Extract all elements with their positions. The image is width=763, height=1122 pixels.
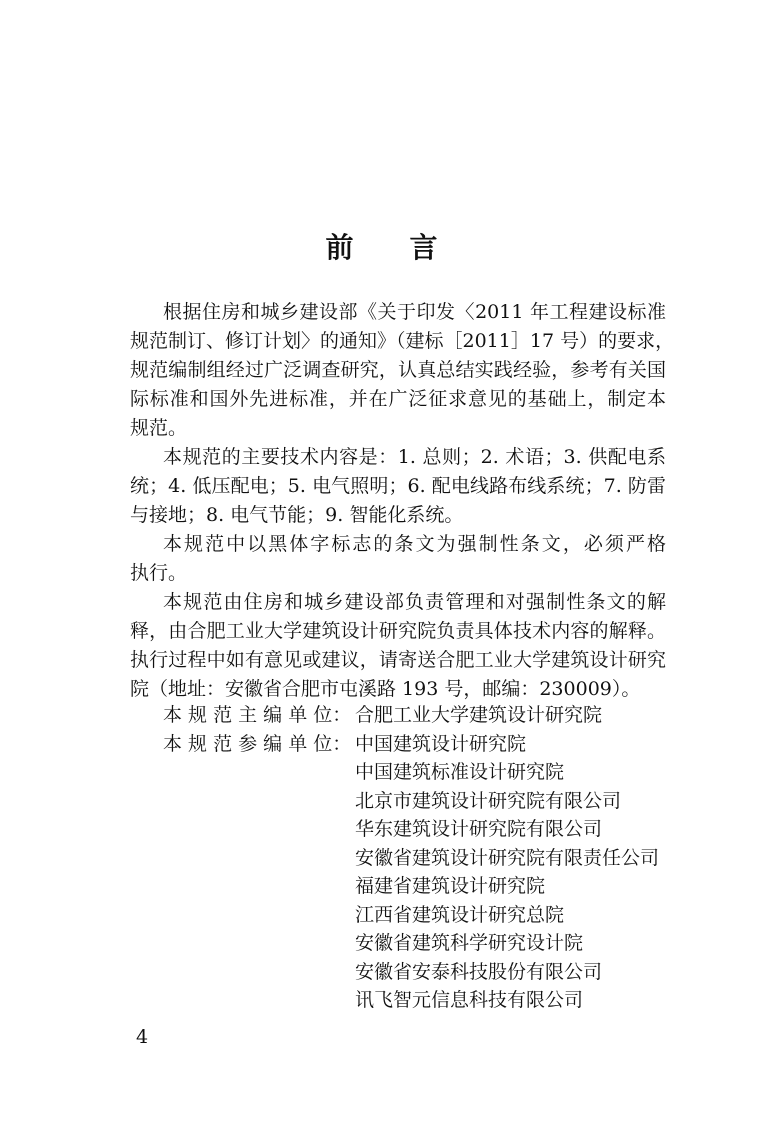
paragraph-line: 规范。 bbox=[130, 417, 188, 439]
participant-unit: 安徽省建筑设计研究院有限责任公司 bbox=[355, 847, 660, 869]
paragraph-line: 执行过程中如有意见或建议，请寄送合肥工业大学建筑设计研究 bbox=[130, 649, 666, 671]
paragraph-line: 统；4. 低压配电；5. 电气照明；6. 配电线路布线系统；7. 防雷 bbox=[130, 475, 666, 497]
paragraph-line: 院（地址：安徽省合肥市屯溪路 193 号，邮编：230009）。 bbox=[130, 678, 641, 700]
title-char: 前 bbox=[325, 231, 354, 264]
participant-unit: 中国建筑标准设计研究院 bbox=[355, 761, 565, 783]
paragraph-line: 规范制订、修订计划〉的通知》（建标［2011］17 号）的要求， bbox=[130, 330, 675, 352]
paragraph-line: 本规范中以黑体字标志的条文为强制性条文，必须严格 bbox=[163, 533, 666, 555]
paragraph-line: 与接地；8. 电气节能；9. 智能化系统。 bbox=[130, 504, 464, 526]
paragraph-line: 执行。 bbox=[130, 562, 188, 584]
participant-unit: 江西省建筑设计研究总院 bbox=[355, 904, 565, 926]
page-title bbox=[0, 226, 763, 266]
participant-unit: 安徽省安泰科技股份有限公司 bbox=[355, 961, 603, 983]
paragraph-line: 际标准和国外先进标准，并在广泛征求意见的基础上，制定本 bbox=[130, 388, 666, 410]
chief-unit-label: 本 规 范 主 编 单 位： bbox=[163, 704, 352, 726]
participant-unit: 福建省建筑设计研究院 bbox=[355, 875, 546, 897]
participant-unit: 北京市建筑设计研究院有限公司 bbox=[355, 790, 622, 812]
paragraph-line: 释，由合肥工业大学建筑设计研究院负责具体技术内容的解释。 bbox=[130, 620, 666, 642]
participant-unit: 安徽省建筑科学研究设计院 bbox=[355, 932, 584, 954]
page-number: 4 bbox=[136, 1026, 149, 1048]
paragraph-line: 本规范由住房和城乡建设部负责管理和对强制性条文的解 bbox=[163, 591, 666, 613]
paragraph-line: 本规范的主要技术内容是：1. 总则；2. 术语；3. 供配电系 bbox=[163, 446, 666, 468]
participant-unit: 中国建筑设计研究院 bbox=[355, 733, 527, 755]
participant-unit: 华东建筑设计研究院有限公司 bbox=[355, 818, 603, 840]
paragraph-line: 规范编制组经过广泛调查研究，认真总结实践经验，参考有关国 bbox=[130, 359, 666, 381]
title-char: 言 bbox=[409, 231, 438, 264]
chief-unit: 合肥工业大学建筑设计研究院 bbox=[355, 704, 603, 726]
paragraph-line: 根据住房和城乡建设部《关于印发〈2011 年工程建设标准 bbox=[163, 301, 666, 323]
participant-unit-label: 本 规 范 参 编 单 位： bbox=[163, 733, 352, 755]
participant-unit: 讯飞智元信息科技有限公司 bbox=[355, 989, 584, 1011]
